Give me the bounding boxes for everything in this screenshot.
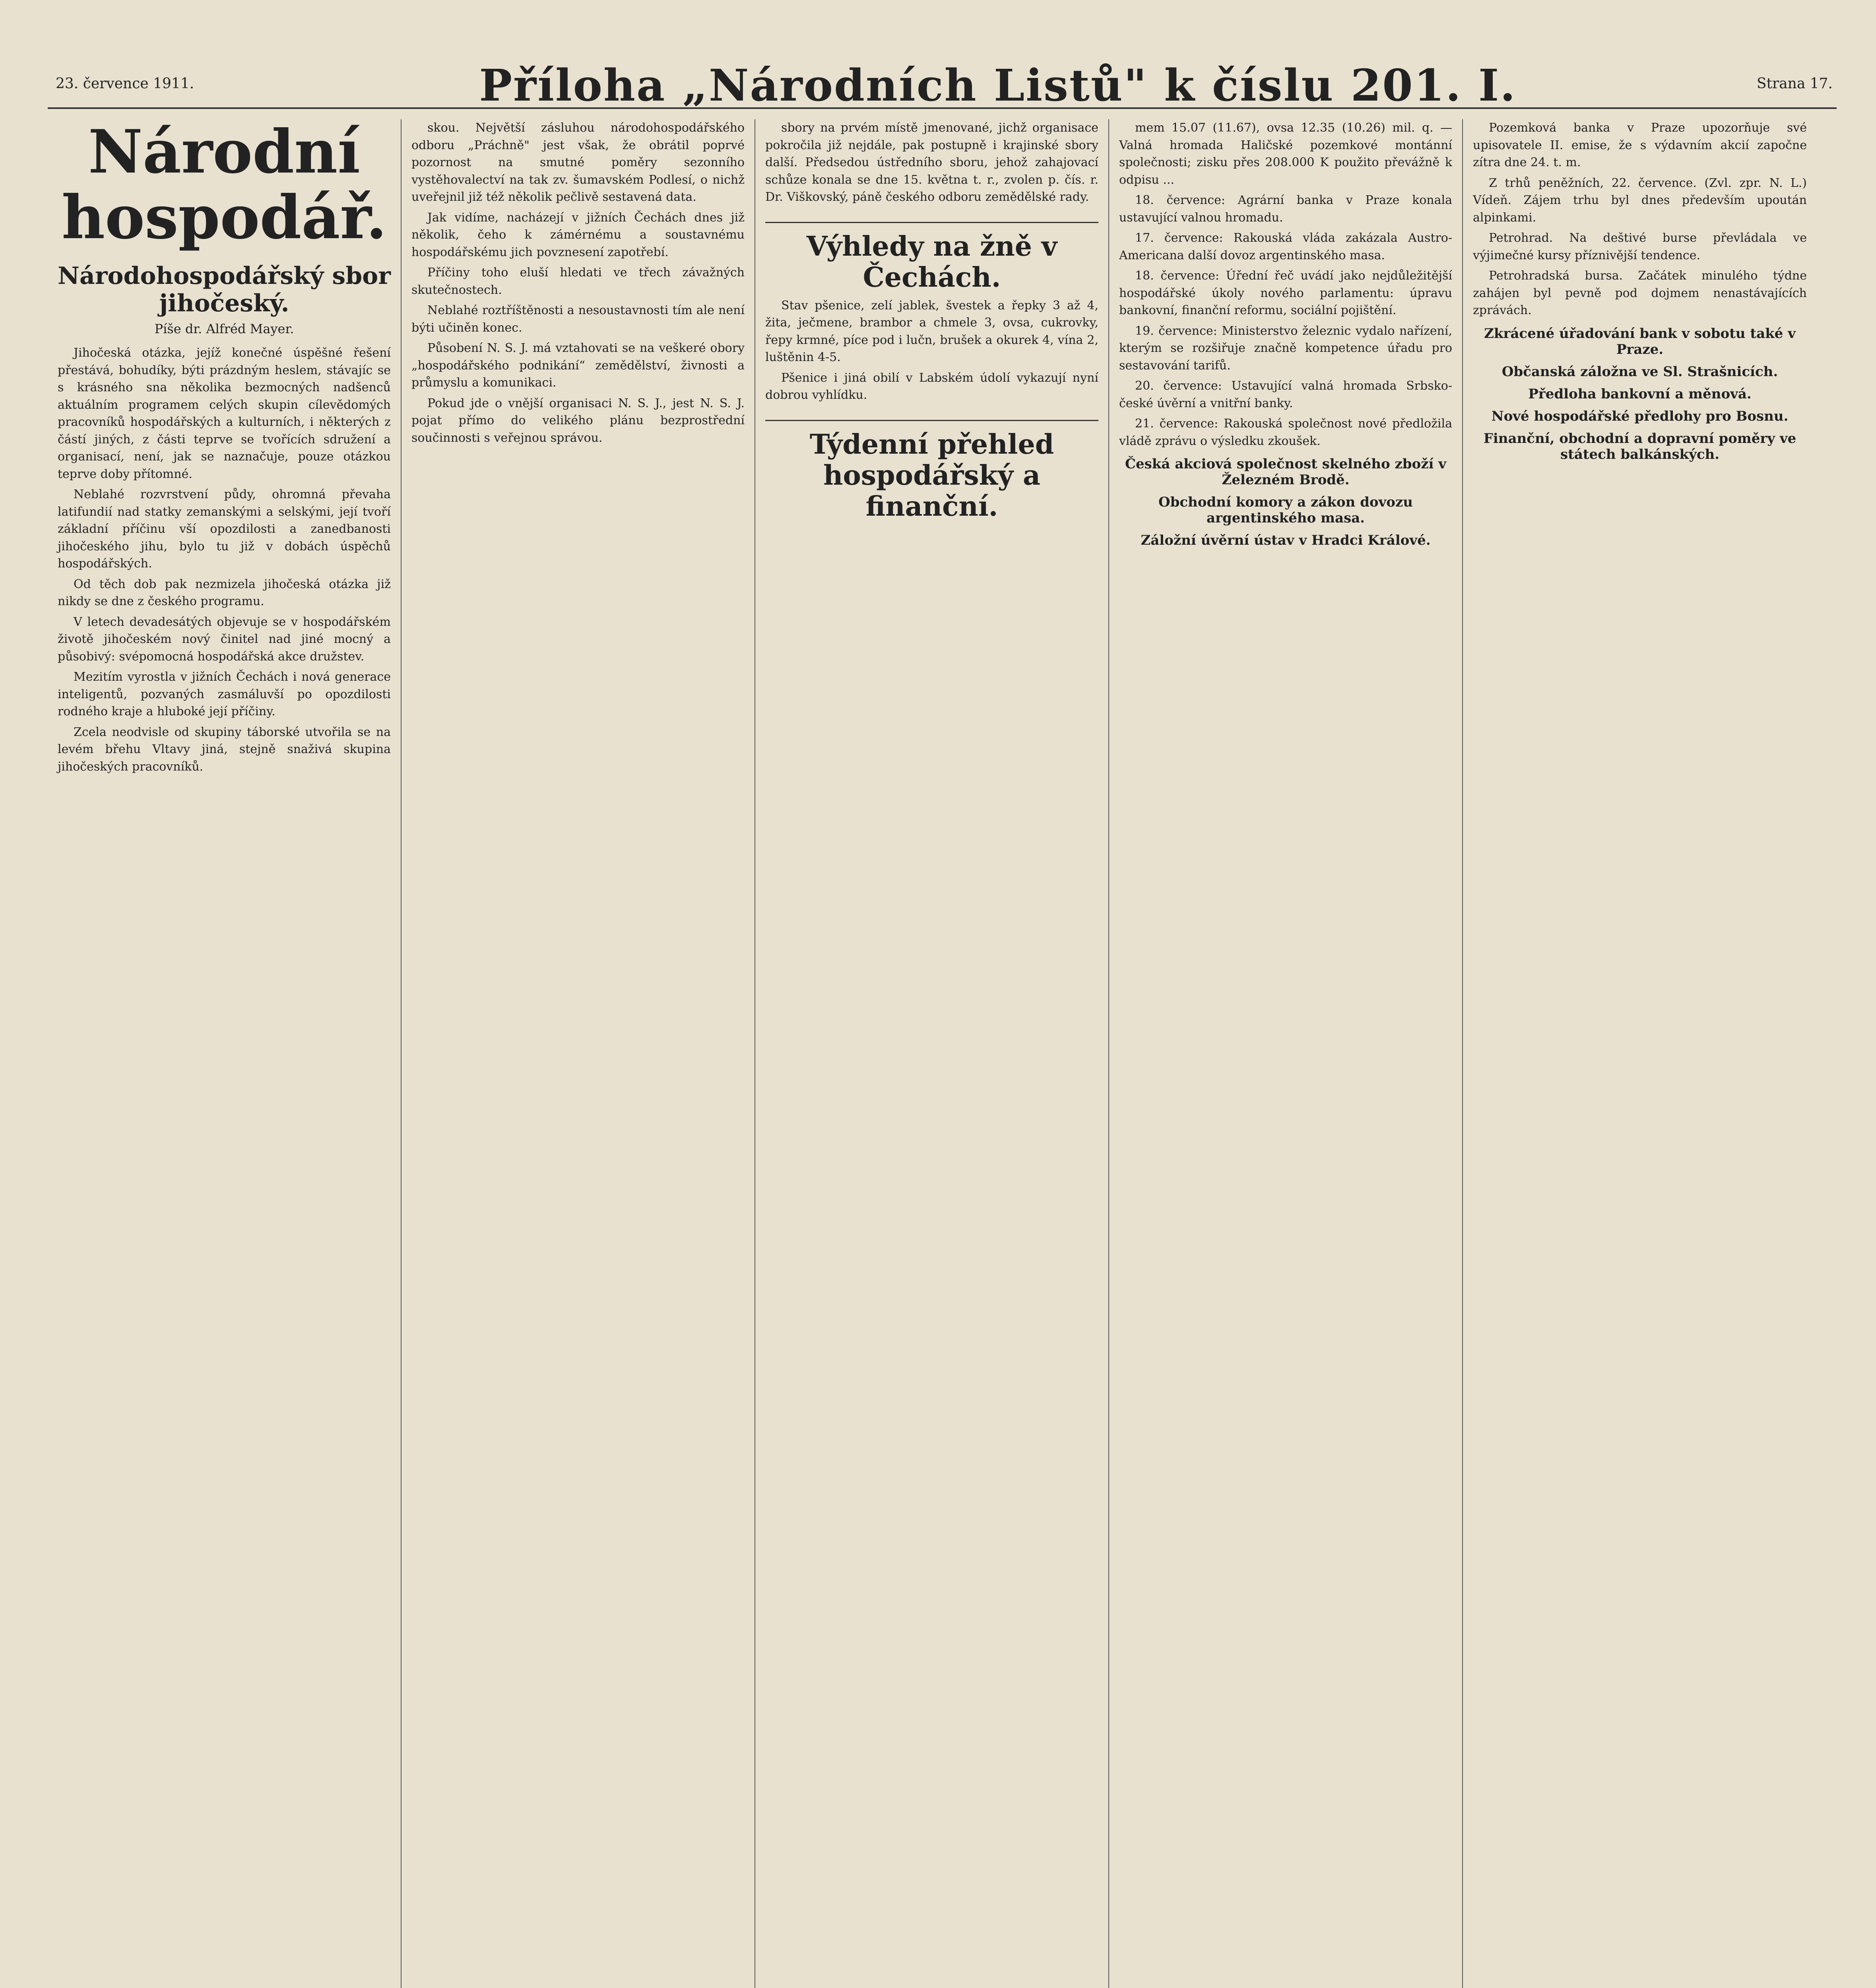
paragraph: 21. července: Rakouská společnost nové předložila vládě zprávu o výsledku zkoušek. bbox=[1119, 417, 1452, 448]
paragraph: Neblahé rozvrstvení půdy, ohromná převaha latifundií nad statky zemanskými a selskými, její tvoří základní příčinu vší opozdilosti a zanedbanosti jihočeského jihu, bylo tu již v dobách úspěchů hospodářských. bbox=[58, 487, 391, 571]
paragraph: Stav pšenice, zelí jablek, švestek a řepky 3 až 4, žita, ječmene, brambor a chmele 3, ovsa, cukrovky, řepy krmné, píce pod i lučn, brušek a okurek 4, vína 2, luštěnin 4-5. bbox=[765, 298, 1098, 365]
paragraph: 17. července: Rakouská vláda zakázala Austro-Americana další dovoz argentinského masa. bbox=[1119, 231, 1452, 262]
subheading: Záložní úvěrní ústav v Hradci Králové. bbox=[1141, 532, 1431, 548]
subheading: Nové hospodářské předlohy pro Bosnu. bbox=[1491, 408, 1789, 424]
paragraph: skou. Největší zásluhou národohospodářského odboru „Práchně" jest však, že obrátil poprvé pozornost na smutné poměry sezonního vystěhovalectví na tak zv. šumavském Podlesí, o nichž uveřejnil již též několik pečlivě sestavená data. bbox=[411, 121, 745, 204]
byline: Píše dr. Alfréd Mayer. bbox=[154, 321, 294, 336]
paragraph: Zcela neodvisle od skupiny táborské utvořila se na levém břehu Vltavy jiná, stejně snaživá skupina jihočeských pracovníků. bbox=[58, 725, 391, 774]
article-title-harvest: Výhledy na žně v Čechách. bbox=[765, 222, 1098, 293]
column-5 bbox=[1463, 119, 1817, 1988]
subheading: Občanská záložna ve Sl. Strašnicích. bbox=[1502, 363, 1778, 380]
masthead bbox=[48, 60, 1837, 109]
subheading: Zkrácené úřadování bank v sobotu také v Praze. bbox=[1484, 325, 1796, 357]
paragraph: Jak vidíme, nacházejí v jižních Čechách dnes již několik, čeho k zámérnému a soustavnému hospodářskému jich povznesení zapotřebí. bbox=[411, 210, 745, 259]
issue-date: 23. července 1911. bbox=[56, 76, 194, 92]
paragraph: Pšenice i jiná obilí v Labském údolí vykazují nyní dobrou vyhlídku. bbox=[765, 371, 1098, 402]
subheading: Finanční, obchodní a dopravní poměry ve státech balkánských. bbox=[1483, 430, 1796, 462]
paragraph: mem 15.07 (11.67), ovsa 12.35 (10.26) mil. q. — Valná hromada Haličské pozemkové montánní společnosti; zisku přes 208.000 K použito převážně k odpisu ... bbox=[1119, 121, 1452, 187]
paragraph: Petrohrad. Na deštivé burse převládala ve výjimečné kursy příznivější tendence. bbox=[1473, 231, 1807, 262]
paragraph: Jihočeská otázka, jejíž konečné úspěšné řešení přestává, bohudíky, býti prázdným heslem, stávajíc se s krásného sna několika bezmocných nadšenců aktuálním programem celých skupin cílevědomých pracovníků hospodářských a kulturních, i některých z částí jiných, z části teprve se tvořících sdružení a organisací, není, jak se naznačuje, pouze otázkou teprve doby přítomné. bbox=[58, 346, 391, 481]
paragraph: Příčiny toho eluší hledati ve třech závažných skutečnostech. bbox=[411, 266, 745, 297]
newspaper-page bbox=[48, 60, 1837, 1988]
paragraph: 18. července: Agrární banka v Praze konala ustavující valnou hromadu. bbox=[1119, 193, 1452, 225]
column-2 bbox=[402, 119, 755, 1988]
paragraph: Působení N. S. J. má vztahovati se na veškeré obory „hospodářského podnikání“ zemědělství, živnosti a průmyslu a komunikaci. bbox=[411, 341, 745, 390]
paragraph: Petrohradská bursa. Začátek minulého týdne zahájen byl pevně pod dojmem nenastávajících zprávách. bbox=[1473, 269, 1807, 317]
article-title: Národohospodářský sbor jihočeský. bbox=[58, 262, 391, 317]
paragraph: Neblahé roztříštěnosti a nesoustavnosti tím ale není býti učiněn konec. bbox=[411, 303, 745, 335]
column-3 bbox=[755, 119, 1109, 1988]
article-title-weekly-review: Týdenní přehled hospodářský a finanční. bbox=[765, 420, 1098, 522]
subheading: Obchodní komory a zákon dovozu argentinského masa. bbox=[1158, 494, 1413, 526]
paragraph: V letech devadesátých objevuje se v hospodářském životě jihočeském nový činitel nad jiné mocný a působivý: svépomocná hospodářská akce družstev. bbox=[58, 615, 391, 664]
paragraph: 19. července: Ministerstvo železnic vydalo nařízení, kterým se rozšiřuje značně kompetence úřadu pro sestavování tarifů. bbox=[1119, 324, 1452, 373]
subheading: Předloha bankovní a měnová. bbox=[1528, 386, 1752, 402]
column-4 bbox=[1109, 119, 1463, 1988]
page-number: Strana 17. bbox=[1756, 76, 1833, 92]
subheading: Česká akciová společnost skelného zboží v Železném Brodě. bbox=[1125, 456, 1447, 488]
masthead-title: Příloha „Národních Listů" k číslu 201. I. bbox=[479, 60, 1517, 111]
column-1 bbox=[48, 119, 402, 1988]
paragraph: 18. července: Úřední řeč uvádí jako nejdůležitější hospodářské úkoly nového parlamentu: úpravu bankovní, finanční reformu, sociální pojištění. bbox=[1119, 269, 1452, 317]
paragraph: Mezitím vyrostla v jižních Čechách i nová generace inteligentů, pozvaných zasmáluvší po opozdilosti rodného kraje a hluboké její příčiny. bbox=[58, 670, 391, 718]
paragraph: Pozemková banka v Praze upozorňuje své upisovatele II. emise, že s výdavním akcií započne zítra dne 24. t. m. bbox=[1473, 121, 1807, 169]
paragraph: Od těch dob pak nezmizela jihočeská otázka již nikdy se dne z českého programu. bbox=[58, 577, 391, 608]
section-title: Národní hospodář. bbox=[61, 119, 387, 252]
paragraph: 20. července: Ustavující valná hromada Srbsko-české úvěrní a vnitřní banky. bbox=[1119, 379, 1452, 410]
columns bbox=[48, 119, 1837, 1988]
paragraph: sbory na prvém místě jmenované, jichž organisace pokročila již nejdále, pak postupně i krajinské sbory další. Předsedou ústředního sboru, jehož zahajovací schůze konala se dne 15. května t. r., zvolen p. čís. r. Dr. Viškovský, páně českého odboru zemědělské rady. bbox=[765, 121, 1098, 204]
paragraph: Z trhů peněžních, 22. července. (Zvl. zpr. N. L.) Vídeň. Zájem trhu byl dnes především upoután alpinkami. bbox=[1473, 176, 1807, 225]
paragraph: Pokud jde o vnější organisaci N. S. J., jest N. S. J. pojat přímo do velikého plánu bezprostřední součinnosti s veřejnou správou. bbox=[411, 396, 745, 445]
